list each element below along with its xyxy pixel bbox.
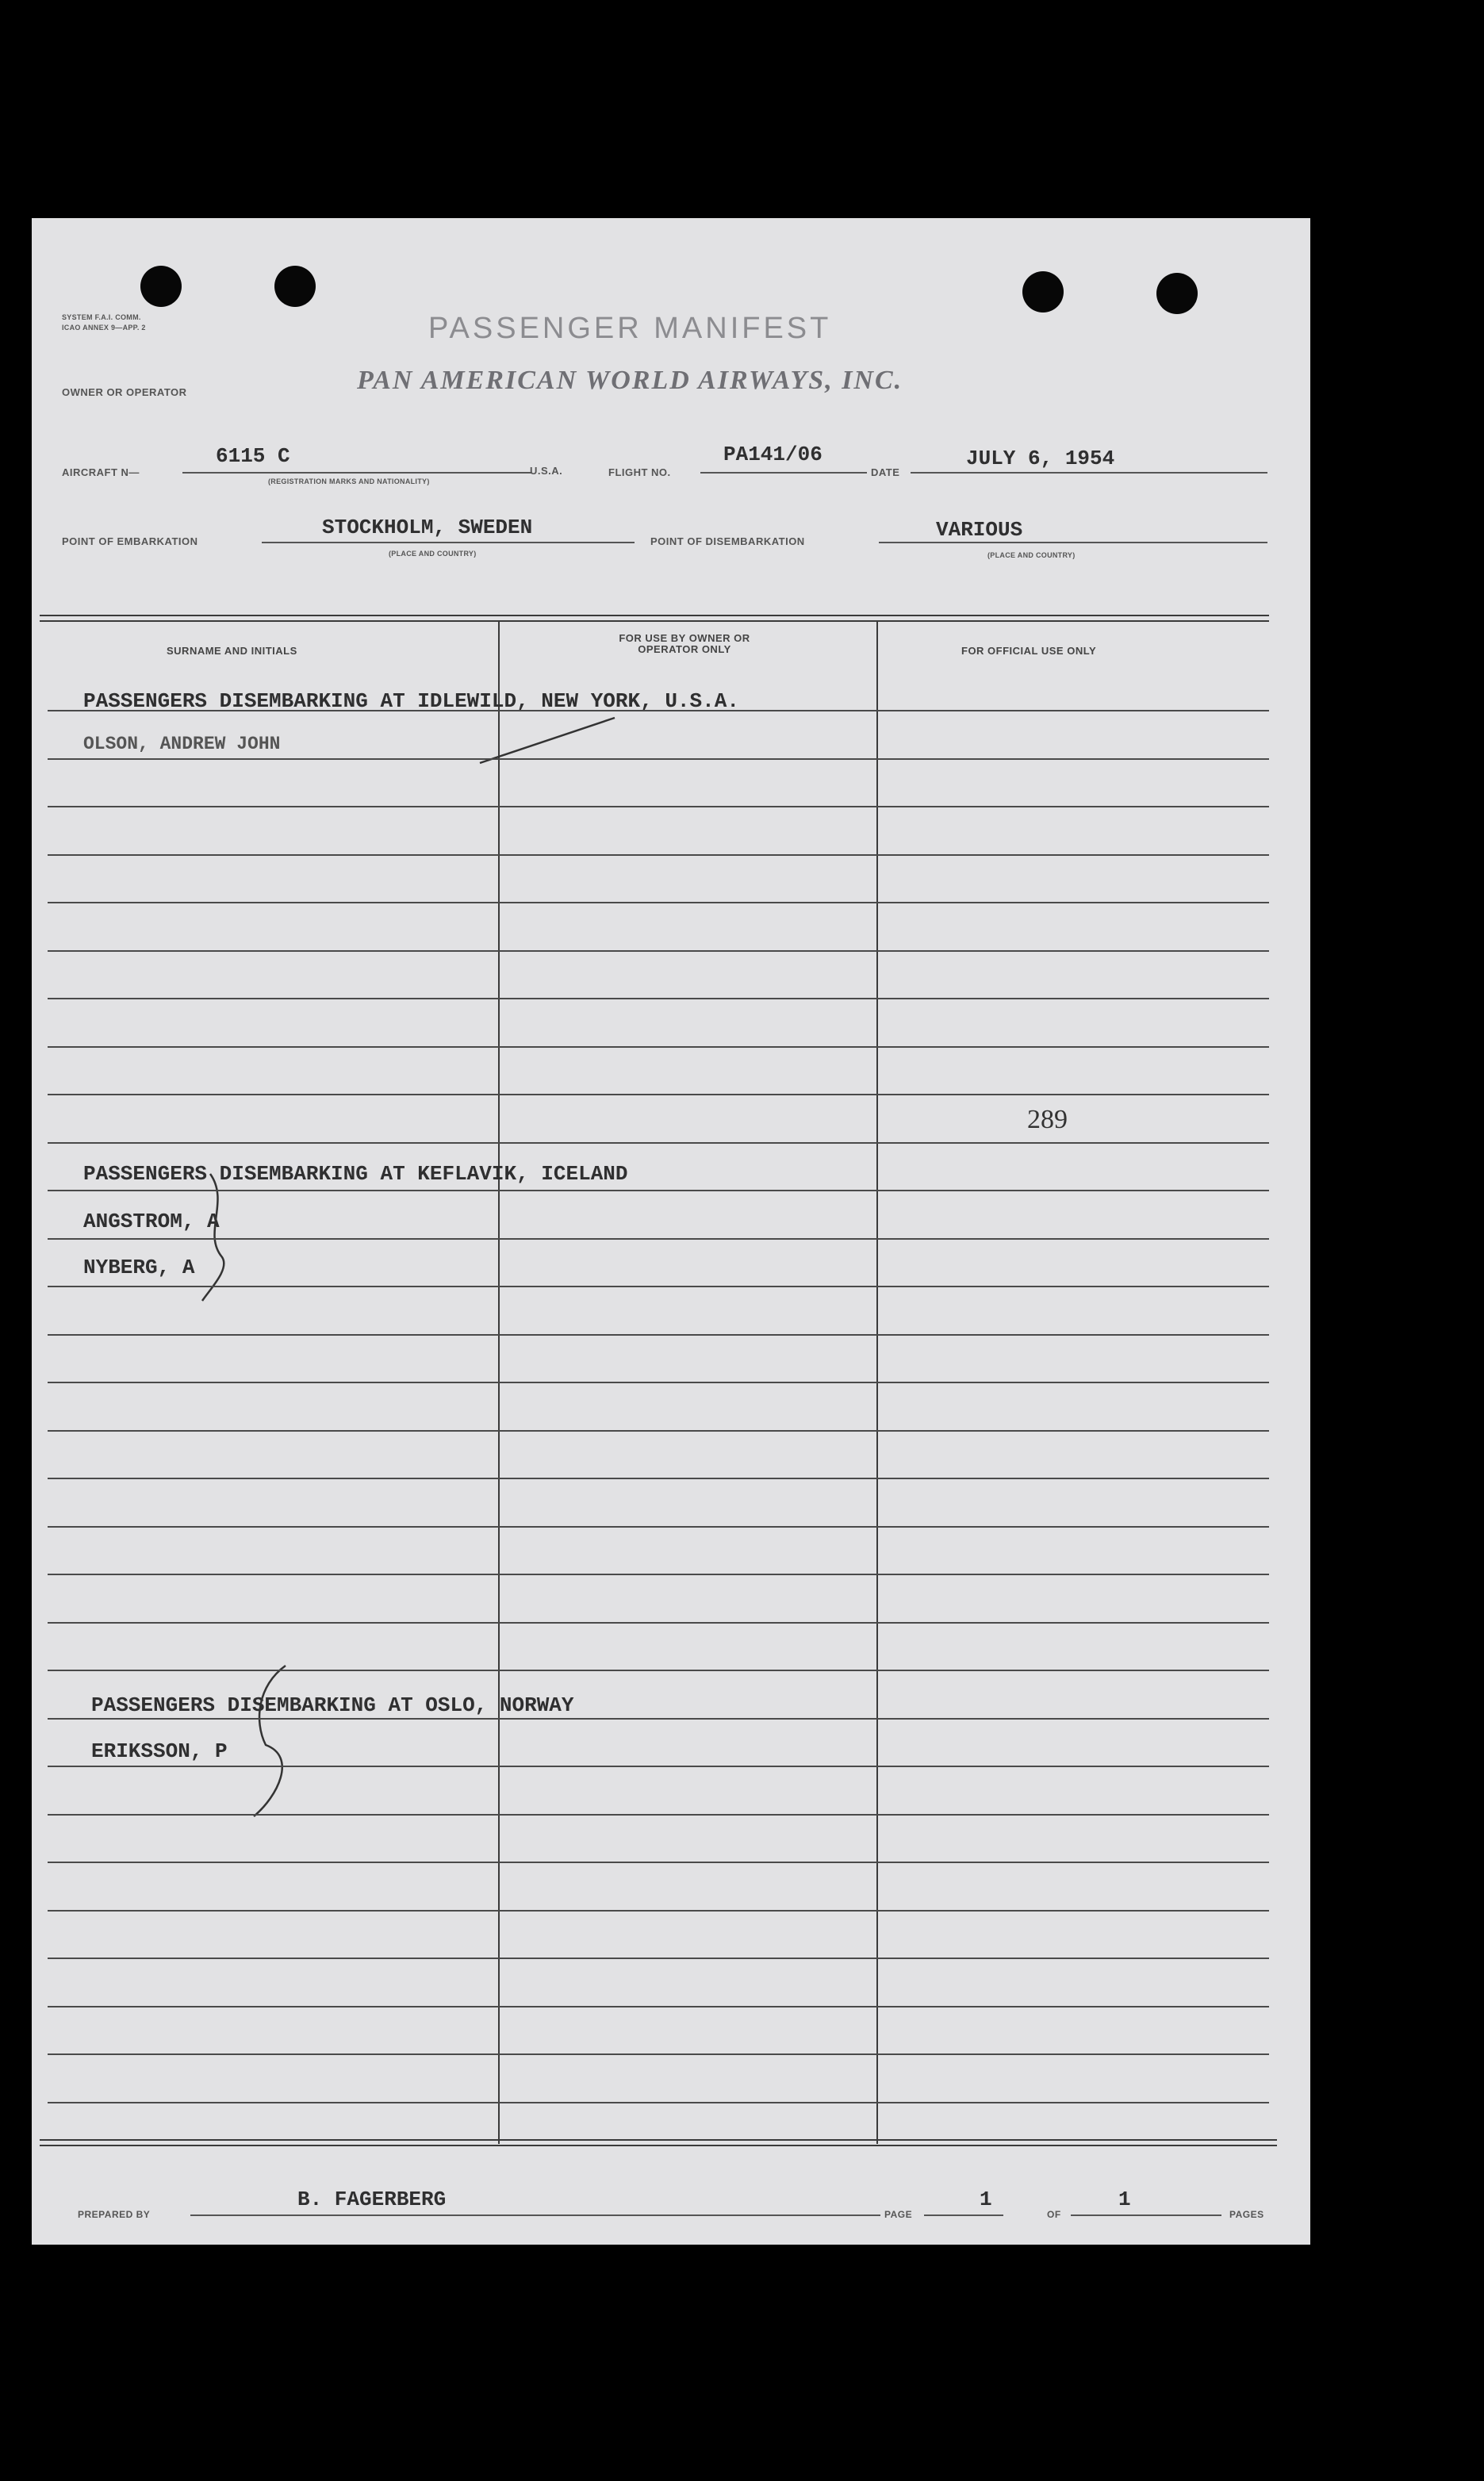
table-top-rule <box>40 620 1269 622</box>
official-number: 289 <box>1027 1105 1068 1134</box>
row-line <box>48 998 1269 999</box>
row-line <box>48 1814 1269 1816</box>
date-underline <box>911 472 1267 474</box>
row-line <box>48 1142 1269 1144</box>
row-line <box>48 1718 1269 1720</box>
table-top-rule <box>40 615 1269 616</box>
row-line <box>48 806 1269 807</box>
passenger-olson: OLSON, ANDREW JOHN <box>83 734 281 754</box>
page-label: PAGE <box>884 2209 913 2220</box>
aircraft-underline <box>182 472 531 474</box>
disembarkation-caption: (PLACE AND COUNTRY) <box>987 551 1076 559</box>
row-line <box>48 1958 1269 1959</box>
group-heading-oslo: PASSENGERS DISEMBARKING AT OSLO, NORWAY <box>91 1693 574 1717</box>
row-line <box>48 1046 1269 1048</box>
row-line <box>48 1430 1269 1432</box>
date-label: DATE <box>871 466 900 478</box>
aircraft-value: 6115 C <box>216 444 290 468</box>
registration-caption: (REGISTRATION MARKS AND NATIONALITY) <box>268 477 430 485</box>
embarkation-underline <box>262 542 635 543</box>
punch-hole <box>1022 271 1064 313</box>
flight-underline <box>700 472 867 474</box>
column-header-surname: SURNAME AND INITIALS <box>167 645 297 657</box>
row-line <box>48 2006 1269 2007</box>
flight-label: FLIGHT NO. <box>608 466 671 478</box>
row-line <box>48 1526 1269 1528</box>
manifest-page <box>32 218 1310 2245</box>
punch-hole <box>140 266 182 307</box>
form-code-line: SYSTEM F.A.I. COMM. <box>62 313 141 321</box>
table-bottom-rule <box>40 2145 1277 2146</box>
bracket-mark <box>242 1662 313 1820</box>
check-mark <box>476 714 619 769</box>
page-underline <box>924 2214 1003 2216</box>
row-line <box>48 2053 1269 2055</box>
prepared-underline <box>190 2214 880 2216</box>
row-line <box>48 1286 1269 1287</box>
of-underline <box>1071 2214 1221 2216</box>
of-value: 1 <box>1118 2188 1131 2211</box>
form-code-line: ICAO ANNEX 9—APP. 2 <box>62 324 146 332</box>
punch-hole <box>274 266 316 307</box>
punch-hole <box>1156 273 1198 314</box>
row-line <box>48 2102 1269 2103</box>
passenger-angstrom: ANGSTROM, A <box>83 1210 220 1233</box>
group-heading-idlewild: PASSENGERS DISEMBARKING AT IDLEWILD, NEW YORK, U.S.A. <box>83 689 739 713</box>
date-value: JULY 6, 1954 <box>966 447 1115 470</box>
row-line <box>48 1382 1269 1383</box>
of-label: OF <box>1047 2209 1061 2220</box>
row-line <box>48 902 1269 903</box>
usa-label: U.S.A. <box>530 465 563 477</box>
row-line <box>48 1622 1269 1624</box>
column-header-official: FOR OFFICIAL USE ONLY <box>961 645 1097 657</box>
page-value: 1 <box>980 2188 992 2211</box>
passenger-eriksson: ERIKSSON, P <box>91 1739 228 1763</box>
prepared-value: B. FAGERBERG <box>297 2188 447 2211</box>
row-line <box>48 1766 1269 1767</box>
scan-border-right <box>1310 0 1484 2481</box>
row-line <box>48 1670 1269 1671</box>
row-line <box>48 1574 1269 1575</box>
row-line <box>48 1238 1269 1240</box>
disembarkation-value: VARIOUS <box>936 518 1023 542</box>
pages-label: PAGES <box>1229 2209 1264 2220</box>
row-line <box>48 1190 1269 1191</box>
disembarkation-label: POINT OF DISEMBARKATION <box>650 535 805 547</box>
aircraft-label: AIRCRAFT N— <box>62 466 140 478</box>
embarkation-caption: (PLACE AND COUNTRY) <box>389 550 477 558</box>
embarkation-value: STOCKHOLM, SWEDEN <box>322 516 533 539</box>
row-line <box>48 1334 1269 1336</box>
row-line <box>48 1862 1269 1863</box>
row-line <box>48 854 1269 856</box>
row-line <box>48 950 1269 952</box>
flight-value: PA141/06 <box>723 443 823 466</box>
row-line <box>48 710 1269 711</box>
column-header-owner: FOR USE BY OWNER OR OPERATOR ONLY <box>619 632 750 655</box>
disembarkation-underline <box>879 542 1267 543</box>
row-line <box>48 1094 1269 1095</box>
group-heading-keflavik: PASSENGERS DISEMBARKING AT KEFLAVIK, ICELAND <box>83 1162 628 1186</box>
row-line <box>48 1910 1269 1912</box>
owner-label: OWNER OR OPERATOR <box>62 386 187 398</box>
table-bottom-rule <box>40 2139 1277 2141</box>
embarkation-label: POINT OF EMBARKATION <box>62 535 198 547</box>
row-line <box>48 758 1269 760</box>
row-line <box>48 1478 1269 1479</box>
page-title: PASSENGER MANIFEST <box>428 312 832 345</box>
passenger-nyberg: NYBERG, A <box>83 1256 195 1279</box>
owner-value: PAN AMERICAN WORLD AIRWAYS, INC. <box>357 366 903 395</box>
prepared-label: PREPARED BY <box>78 2209 151 2220</box>
